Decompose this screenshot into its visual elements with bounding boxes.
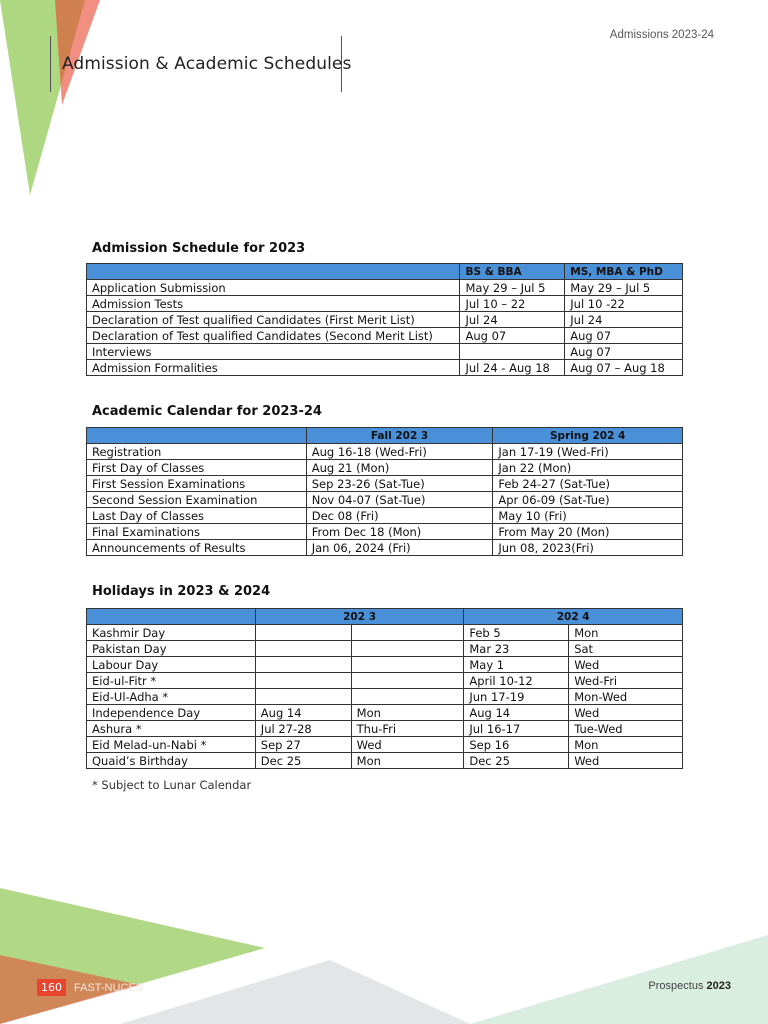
table-row	[87, 280, 683, 296]
admission-schedule-table	[86, 263, 683, 376]
footer-right	[648, 980, 731, 992]
table-cell: May 29 – Jul 5	[565, 280, 683, 296]
table-cell: Aug 21 (Mon)	[306, 460, 493, 476]
table-cell: Mon	[569, 625, 683, 641]
table-cell: Kashmir Day	[87, 625, 256, 641]
table-row	[87, 444, 683, 460]
table-cell: Aug 16-18 (Wed-Fri)	[306, 444, 493, 460]
table-row	[87, 312, 683, 328]
table-cell: Jun 17-19	[464, 689, 569, 705]
table-row	[87, 737, 683, 753]
table-header-cell: 202 3	[255, 609, 464, 625]
table-cell: May 1	[464, 657, 569, 673]
table-cell: Application Submission	[87, 280, 460, 296]
table-cell: Tue-Wed	[569, 721, 683, 737]
table-cell: Mon	[351, 753, 464, 769]
table-row	[87, 296, 683, 312]
title-rule-left	[50, 36, 51, 92]
table-row	[87, 344, 683, 360]
table-cell: Dec 25	[464, 753, 569, 769]
table-header-cell	[87, 428, 307, 444]
table-cell: Nov 04-07 (Sat-Tue)	[306, 492, 493, 508]
page-title: Admission & Academic Schedules	[62, 54, 352, 74]
table-cell: From May 20 (Mon)	[493, 524, 683, 540]
table-cell	[255, 641, 351, 657]
table-cell: Wed	[569, 705, 683, 721]
table-cell: Aug 07	[565, 328, 683, 344]
holidays-title: Holidays in 2023 & 2024	[92, 584, 271, 599]
table-cell: First Day of Classes	[87, 460, 307, 476]
footer-left	[37, 979, 143, 996]
table-row	[87, 508, 683, 524]
table-cell: Jul 24	[565, 312, 683, 328]
table-cell: First Session Examinations	[87, 476, 307, 492]
prospectus-year: 2023	[706, 980, 731, 992]
table-cell	[255, 673, 351, 689]
table-cell: Interviews	[87, 344, 460, 360]
table-cell: Aug 14	[255, 705, 351, 721]
table-cell: Last Day of Classes	[87, 508, 307, 524]
school-name: FAST-NUCES	[74, 981, 144, 994]
table-cell: Jun 08, 2023(Fri)	[493, 540, 683, 556]
table-header-cell	[87, 609, 256, 625]
table-cell: Sep 16	[464, 737, 569, 753]
table-cell	[351, 673, 464, 689]
table-cell: Aug 07	[565, 344, 683, 360]
table-cell: Eid-ul-Fitr *	[87, 673, 256, 689]
lunar-calendar-note: * Subject to Lunar Calendar	[92, 778, 252, 792]
table-cell: Sat	[569, 641, 683, 657]
table-cell: Labour Day	[87, 657, 256, 673]
table-header-cell	[87, 264, 460, 280]
table-cell: Jul 24	[460, 312, 565, 328]
table-cell: Quaid’s Birthday	[87, 753, 256, 769]
table-cell	[351, 641, 464, 657]
table-cell: Declaration of Test qualified Candidates (First Merit List)	[87, 312, 460, 328]
table-header-cell: BS & BBA	[460, 264, 565, 280]
table-cell: Wed	[569, 657, 683, 673]
table-cell: Jul 10 -22	[565, 296, 683, 312]
table-cell: Apr 06-09 (Sat-Tue)	[493, 492, 683, 508]
table-cell: From Dec 18 (Mon)	[306, 524, 493, 540]
prospectus-label: Prospectus	[648, 980, 704, 992]
table-cell: Independence Day	[87, 705, 256, 721]
table-row	[87, 689, 683, 705]
table-row	[87, 721, 683, 737]
table-row	[87, 673, 683, 689]
table-cell: Jan 06, 2024 (Fri)	[306, 540, 493, 556]
page-number: 160	[37, 979, 66, 996]
table-row	[87, 705, 683, 721]
table-cell: Eid Melad-un-Nabi *	[87, 737, 256, 753]
table-cell: Feb 24-27 (Sat-Tue)	[493, 476, 683, 492]
table-cell: Dec 25	[255, 753, 351, 769]
table-cell: Aug 14	[464, 705, 569, 721]
academic-calendar-table	[86, 427, 683, 556]
table-cell: Second Session Examination	[87, 492, 307, 508]
table-cell: Jul 27-28	[255, 721, 351, 737]
table-cell: Aug 07	[460, 328, 565, 344]
table-header-cell: Spring 202 4	[493, 428, 683, 444]
table-cell	[255, 657, 351, 673]
table-cell	[255, 625, 351, 641]
table-cell	[255, 689, 351, 705]
table-row	[87, 753, 683, 769]
table-row	[87, 625, 683, 641]
table-cell	[460, 344, 565, 360]
table-cell: Aug 07 – Aug 18	[565, 360, 683, 376]
table-cell: Thu-Fri	[351, 721, 464, 737]
table-cell: Jan 17-19 (Wed-Fri)	[493, 444, 683, 460]
table-row	[87, 460, 683, 476]
table-cell: Wed	[351, 737, 464, 753]
table-cell: Final Examinations	[87, 524, 307, 540]
academic-calendar-title: Academic Calendar for 2023-24	[92, 404, 322, 419]
table-header-cell: MS, MBA & PhD	[565, 264, 683, 280]
table-header-cell: 202 4	[464, 609, 683, 625]
table-cell: Mar 23	[464, 641, 569, 657]
holidays-table	[86, 608, 683, 769]
table-cell: Sep 27	[255, 737, 351, 753]
table-cell: Announcements of Results	[87, 540, 307, 556]
table-cell: Admission Tests	[87, 296, 460, 312]
table-cell: Pakistan Day	[87, 641, 256, 657]
table-row	[87, 657, 683, 673]
table-row	[87, 328, 683, 344]
table-cell: May 10 (Fri)	[493, 508, 683, 524]
table-cell: May 29 – Jul 5	[460, 280, 565, 296]
table-cell: Eid-Ul-Adha *	[87, 689, 256, 705]
table-cell: Feb 5	[464, 625, 569, 641]
table-cell: Admission Formalities	[87, 360, 460, 376]
table-row	[87, 524, 683, 540]
table-cell: Registration	[87, 444, 307, 460]
red-triangle-top	[55, 0, 100, 105]
table-cell: Jan 22 (Mon)	[493, 460, 683, 476]
table-row	[87, 492, 683, 508]
table-cell: Jul 24 - Aug 18	[460, 360, 565, 376]
table-row	[87, 641, 683, 657]
table-cell: Jul 10 – 22	[460, 296, 565, 312]
table-cell: Mon	[351, 705, 464, 721]
table-cell: Dec 08 (Fri)	[306, 508, 493, 524]
table-cell	[351, 657, 464, 673]
table-cell: Mon	[569, 737, 683, 753]
table-cell: April 10-12	[464, 673, 569, 689]
table-row	[87, 360, 683, 376]
running-head: Admissions 2023-24	[609, 29, 714, 41]
table-row	[87, 476, 683, 492]
table-cell: Sep 23-26 (Sat-Tue)	[306, 476, 493, 492]
table-cell: Wed-Fri	[569, 673, 683, 689]
table-cell: Jul 16-17	[464, 721, 569, 737]
table-cell: Wed	[569, 753, 683, 769]
table-row	[87, 540, 683, 556]
table-cell: Declaration of Test qualified Candidates (Second Merit List)	[87, 328, 460, 344]
table-cell: Ashura *	[87, 721, 256, 737]
table-cell	[351, 625, 464, 641]
table-cell	[351, 689, 464, 705]
table-cell: Mon-Wed	[569, 689, 683, 705]
admission-schedule-title: Admission Schedule for 2023	[92, 241, 306, 256]
table-header-cell: Fall 202 3	[306, 428, 493, 444]
